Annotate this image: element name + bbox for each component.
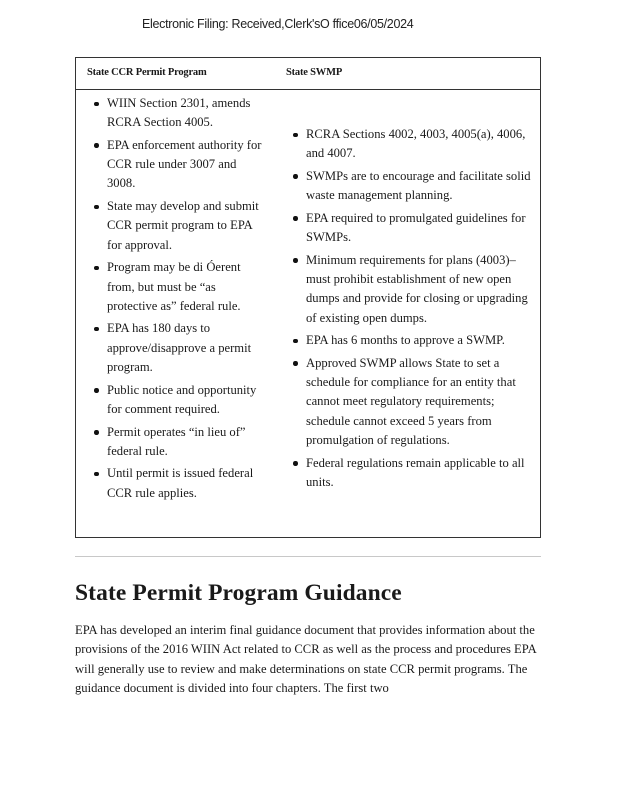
- comparison-table: [75, 57, 541, 538]
- list-item: SWMPs are to encourage and facilitate solid waste management planning.: [289, 167, 534, 206]
- list-item: EPA required to promulgated guidelines for SWMPs.: [289, 209, 534, 248]
- filing-stamp: Electronic Filing: Received,Clerk'sO ffice06/05/2024: [142, 17, 414, 31]
- list-item: Federal regulations remain applicable to all units.: [289, 454, 534, 493]
- list-item: Minimum requirements for plans (4003)–must prohibit establishment of new open dumps and provide for closing or upgrading of existing open dumps.: [289, 251, 534, 328]
- section-divider: [75, 556, 541, 557]
- list-item: WIIN Section 2301, amends RCRA Section 4005.: [90, 94, 262, 133]
- ccr-permit-list: [90, 94, 262, 506]
- table-header-row: [76, 58, 540, 90]
- list-item: Program may be di Óerent from, but must be “as protective as” federal rule.: [90, 258, 262, 316]
- list-item: Until permit is issued federal CCR rule applies.: [90, 464, 262, 503]
- list-item: Public notice and opportunity for comment required.: [90, 381, 262, 420]
- section-paragraph: EPA has developed an interim final guidance document that provides information about the provisions of the 2016 WIIN Act related to CCR as well as the process and procedures EPA will generally use to review and make determinations on state CCR permit programs. The guidance document is divided into four chapters. The first two: [75, 623, 536, 696]
- list-item: EPA has 6 months to approve a SWMP.: [289, 331, 534, 350]
- header-state-ccr-permit-program: State CCR Permit Program: [87, 67, 207, 78]
- section-heading: State Permit Program Guidance: [75, 580, 402, 606]
- swmp-list: [289, 125, 534, 495]
- list-item: Approved SWMP allows State to set a schedule for compliance for an entity that cannot meet regulatory requirements; schedule cannot exceed 5 years from promulgation of regulations.: [289, 354, 534, 450]
- header-state-swmp: State SWMP: [286, 67, 343, 78]
- list-item: RCRA Sections 4002, 4003, 4005(a), 4006, and 4007.: [289, 125, 534, 164]
- list-item: EPA has 180 days to approve/disapprove a permit program.: [90, 319, 262, 377]
- list-item: State may develop and submit CCR permit program to EPA for approval.: [90, 197, 262, 255]
- list-item: EPA enforcement authority for CCR rule under 3007 and 3008.: [90, 136, 262, 194]
- list-item: Permit operates “in lieu of” federal rule.: [90, 423, 262, 462]
